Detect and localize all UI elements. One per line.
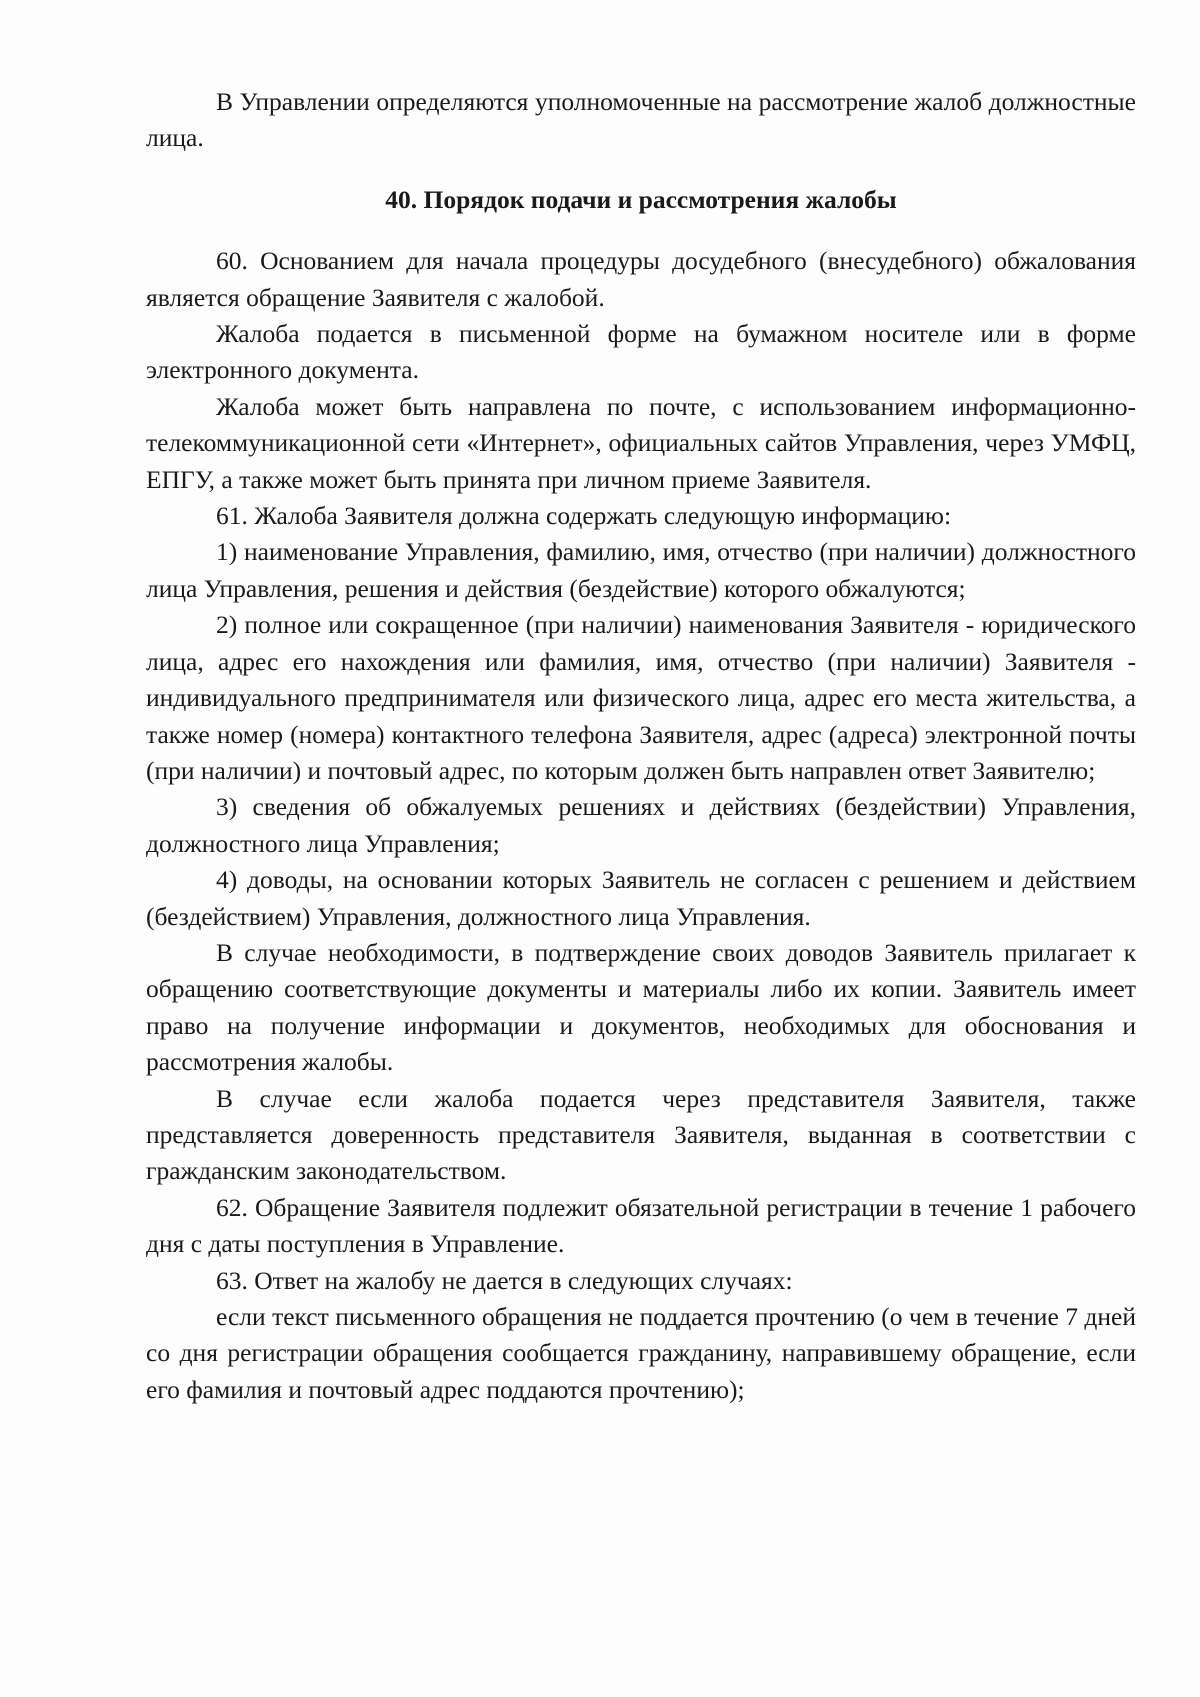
paragraph-60: 60. Основанием для начала процедуры досудебного (внесудебного) обжалования является обращение Заявителя с жалобой. bbox=[146, 246, 1136, 312]
paragraph-61: 61. Жалоба Заявителя должна содержать следующую информацию: bbox=[216, 501, 952, 531]
paragraph-form: Жалоба подается в письменной форме на бумажном носителе или в форме электронного документа. bbox=[146, 319, 1136, 385]
paragraph-representative: В случае если жалоба подается через представителя Заявителя, также представляется доверенность представителя Заявителя, выданная в соответствии с гражданским законодательством. bbox=[146, 1083, 1136, 1186]
section-heading: 40. Порядок подачи и рассмотрения жалобы bbox=[385, 184, 897, 214]
paragraph-attachments: В случае необходимости, в подтверждение своих доводов Заявитель прилагает к обращению соответствующие документы и материалы либо их копии. Заявитель имеет право на получение информации и документов, необходимых для обоснования и рассмотрения жалобы. bbox=[146, 937, 1136, 1077]
list-item-3: 3) сведения об обжалуемых решениях и действиях (бездействии) Управления, должностного лица Управления; bbox=[146, 792, 1136, 858]
list-item-1: 1) наименование Управления, фамилию, имя, отчество (при наличии) должностного лица Управления, решения и действия (бездействие) которого обжалуются; bbox=[146, 537, 1136, 603]
paragraph-63: 63. Ответ на жалобу не дается в следующих случаях: bbox=[216, 1265, 793, 1295]
paragraph-62: 62. Обращение Заявителя подлежит обязательной регистрации в течение 1 рабочего дня с даты поступления в Управление. bbox=[146, 1192, 1136, 1259]
intro-paragraph: В Управлении определяются уполномоченные на рассмотрение жалоб должностные лица. bbox=[146, 87, 1136, 153]
list-item-4: 4) доводы, на основании которых Заявитель не согласен с решением и действием (бездействием) Управления, должностного лица Управления. bbox=[146, 865, 1136, 931]
paragraph-unreadable: если текст письменного обращения не поддается прочтению (о чем в течение 7 дней со дня регистрации обращения сообщается гражданину, направившему обращение, если его фамилия и почтовый адрес поддаются прочтению); bbox=[146, 1302, 1136, 1404]
document-body bbox=[146, 84, 1136, 1408]
paragraph-channels: Жалоба может быть направлена по почте, с использованием информационно-телекоммуникационной сети «Интернет», официальных сайтов Управления, через УМФЦ, ЕПГУ, а также может быть принята при личном приеме Заявителя. bbox=[146, 391, 1136, 494]
list-item-2: 2) полное или сокращенное (при наличии) наименования Заявителя - юридического лица, адрес его нахождения или фамилия, имя, отчество (при наличии) Заявителя - индивидуального предпринимателя или физического лица, адрес его места жительства, а также номер (номера) контактного телефона Заявителя, адрес (адреса) электронной почты (при наличии) и почтовый адрес, по которым должен быть направлен ответ Заявителю; bbox=[146, 610, 1136, 785]
